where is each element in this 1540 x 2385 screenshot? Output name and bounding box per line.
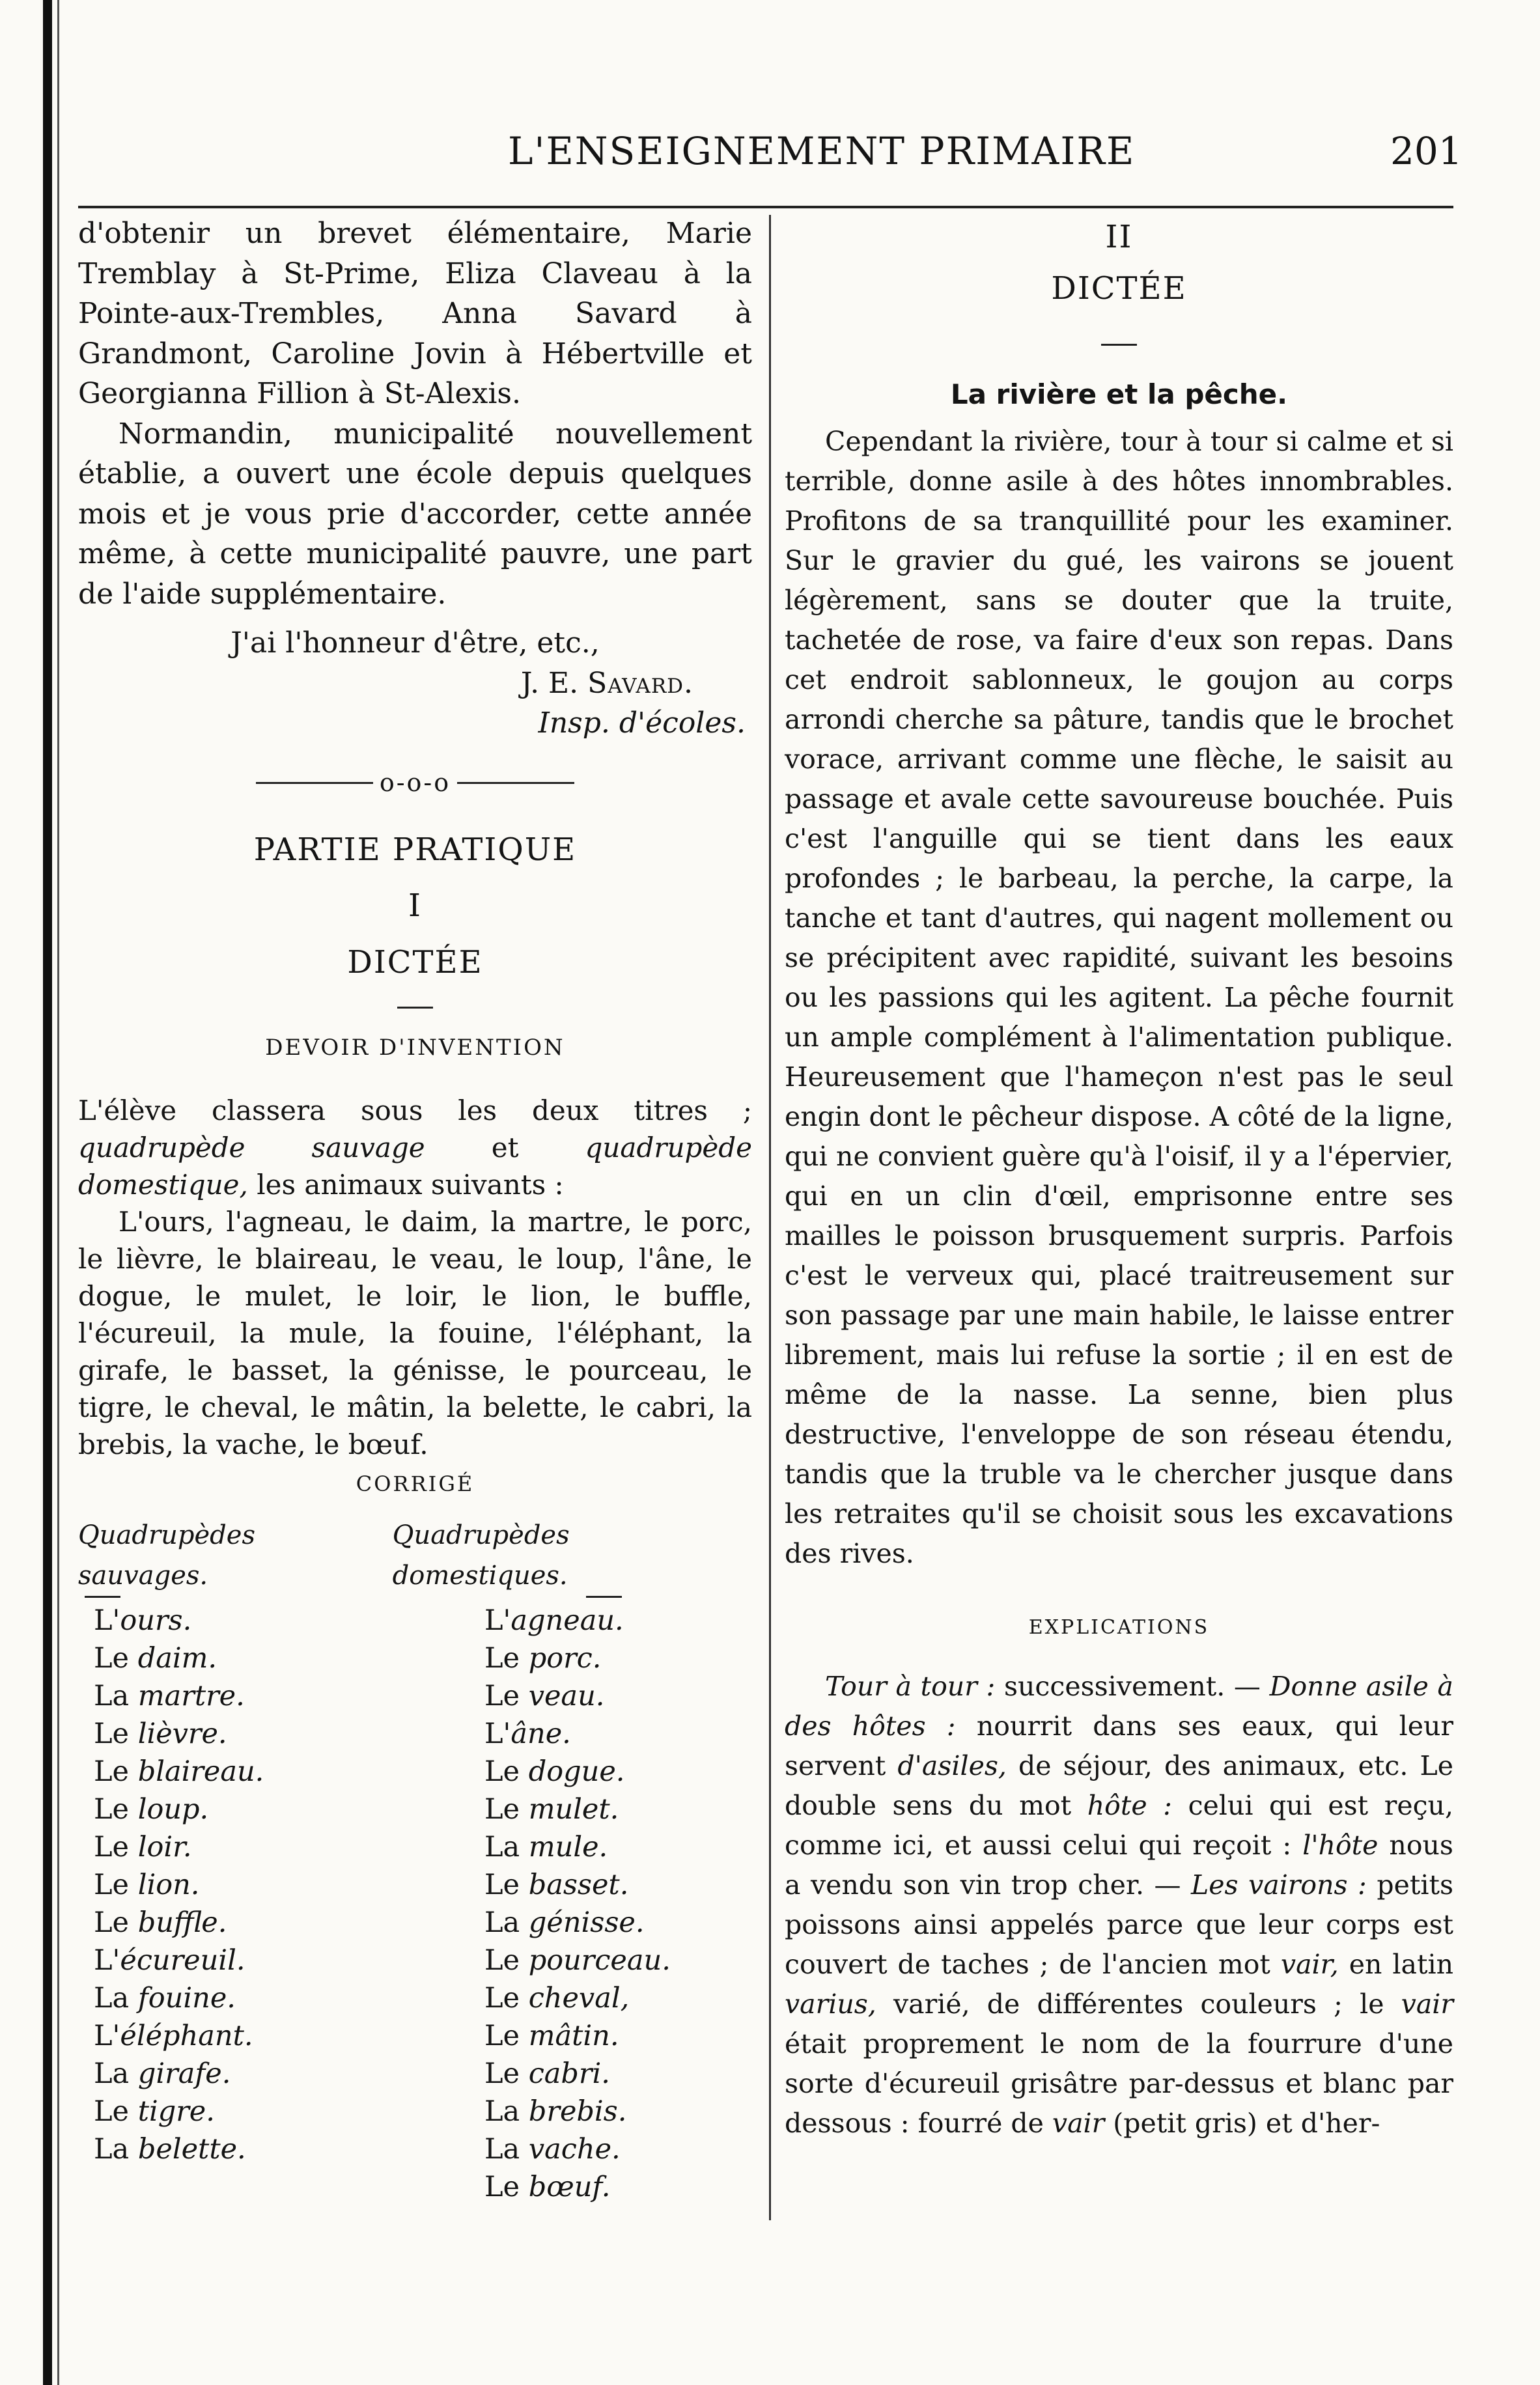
list-item: Le mâtin. — [484, 2020, 619, 2052]
section-number: I — [408, 887, 422, 924]
signature-initials: J. E. — [520, 666, 579, 700]
list-item: Le cheval, — [484, 1982, 630, 2015]
dictee-title: DICTÉE — [347, 944, 483, 981]
corrige-dashes — [78, 1596, 752, 1598]
list-item: La brebis. — [484, 2095, 627, 2128]
ornament-mark: o-o-o — [379, 768, 451, 797]
letter-closing: J'ai l'honneur d'être, etc., — [231, 626, 600, 660]
running-head: L'ENSEIGNEMENT PRIMAIRE — [508, 129, 1136, 173]
devoir-title: DEVOIR D'INVENTION — [265, 1035, 565, 1061]
dictee-subtitle: La rivière et la pêche. — [950, 378, 1288, 410]
exercise-intro: L'élève classera sous les deux titres ; quadrupède sauvage et quadrupède domestique, les animaux suivants : — [78, 1094, 752, 1201]
letter-end-paragraph: d'obtenir un brevet élémentaire, Marie Tremblay à St-Prime, Eliza Claveau à la Pointe-aux-Trembles, Anna Savard à Grandmont, Caroline Jovin à Hébertville et Georgianna Fillion à St-Alexis. — [78, 217, 752, 410]
list-item: Le mulet. — [484, 1793, 619, 1826]
page-number: 201 — [1390, 129, 1463, 173]
left-column — [78, 214, 752, 2206]
scan-binding-shadow — [57, 0, 59, 2385]
list-item: La fouine. — [94, 1982, 236, 2015]
column-divider — [769, 215, 771, 2220]
list-item: Le loir. — [94, 1831, 192, 1863]
list-item: Le lièvre. — [94, 1718, 227, 1750]
section-title: PARTIE PRATIQUE — [253, 831, 577, 868]
list-item: La mule. — [484, 1831, 608, 1863]
corrige-lists — [78, 1602, 752, 2206]
right-column — [785, 214, 1453, 2143]
list-item: L'éléphant. — [94, 2020, 253, 2052]
header-domestiques: Quadrupèdes domestiques. — [392, 1520, 570, 1591]
list-item: L'écureuil. — [94, 1944, 245, 1977]
header-rule — [78, 206, 1453, 208]
scan-binding-edge — [43, 0, 52, 2385]
corrige-title: CORRIGÉ — [356, 1471, 475, 1496]
list-item: Le porc. — [484, 1642, 602, 1675]
signature-title: Insp. d'écoles. — [538, 706, 746, 740]
list-item: Le cabri. — [484, 2057, 610, 2090]
header-sauvages: Quadrupèdes sauvages. — [78, 1520, 255, 1591]
list-item: La vache. — [484, 2133, 621, 2166]
explications-title: EXPLICATIONS — [1028, 1616, 1210, 1639]
list-item: L'âne. — [484, 1718, 571, 1750]
dictee-title-ii: DICTÉE — [1051, 270, 1187, 307]
title-dash-ii — [785, 323, 1453, 363]
dictee-text: Cependant la rivière, tour à tour si calme et si terrible, donne asile à des hôtes innombrables. Profitons de sa tranquillité pour les examiner. Sur le gravier du gué, les vairons se jouent légèrement, sans se douter que la truite, tachetée de rose, va faire d'eux son repas. Dans cet endroit sablonneux, le goujon au corps arrondi cherche sa pâture, tandis que le brochet vorace, arrivant comme une flèche, le saisit au passage et avale cette savoureuse bouchée. Puis c'est l'anguille qui se tient dans les eaux profondes ; le barbeau, la perche, la carpe, la tanche et tant d'autres, qui nagent mollement ou se précipitent avec rapidité, suivant les besoins ou les passions qui les agitent. La pêche fournit un ample complément à l'alimentation publique. Heureusement que l'hameçon n'est pas le seul engin dont le pêcheur dispose. A côté de la ligne, qui ne convient guère qu'à l'oisif, il y a l'épervier, qui en un clin d'œil, emprisonne entre ses mailles le poisson brusquement surpris. Parfois c'est le verveux qui, placé traitreusement sur son passage par une main habile, le laisse entrer librement, mais lui refuse la sortie ; il en est de même de la nasse. La senne, bien plus destructive, l'enveloppe de son réseau étendu, tandis que la truble va le chercher jusque dans les retraites qu'il se choisit sous les excavations des rives. — [785, 426, 1453, 1569]
list-item: Le basset. — [484, 1869, 629, 1901]
list-item: L'agneau. — [484, 1604, 624, 1637]
letter-paragraph: Normandin, municipalité nouvellement établie, a ouvert une école depuis quelques mois et je vous prie d'accorder, cette année même, à cette municipalité pauvre, une part de l'aide supplémentaire. — [78, 417, 752, 611]
list-item: Le loup. — [94, 1793, 209, 1826]
list-sauvages — [78, 1602, 484, 2206]
section-number-ii: II — [1105, 219, 1133, 255]
list-item: La girafe. — [94, 2057, 231, 2090]
corrige-column-headers — [78, 1516, 752, 1596]
title-dash — [78, 986, 752, 1026]
list-item: Le veau. — [484, 1680, 605, 1712]
list-item: Le daim. — [94, 1642, 217, 1675]
explications-text: Tour à tour : successivement. — Donne asile à des hôtes : nourrit dans ses eaux, qui leur servent d'asiles, de séjour, des animaux, etc. Le double sens du mot hôte : celui qui est reçu, comme ici, et aussi celui qui reçoit : l'hôte nous a vendu son vin trop cher. — Les vairons : petits poissons ainsi appelés parce que leur corps est couvert de taches ; de l'ancien mot vair, en latin varius, varié, de différentes couleurs ; le vair était proprement le nom de la fourrure d'une sorte d'écureuil grisâtre par-dessus et blanc par dessous : fourré de vair (petit gris) et d'her- — [785, 1671, 1453, 2139]
list-domestiques — [484, 1602, 671, 2206]
list-item: Le tigre. — [94, 2095, 215, 2128]
list-item: Le lion. — [94, 1869, 200, 1901]
signature — [78, 663, 752, 704]
list-item: La génisse. — [484, 1906, 645, 1939]
list-item: La martre. — [94, 1680, 245, 1712]
list-item: Le dogue. — [484, 1755, 625, 1788]
list-item: L'ours. — [94, 1604, 192, 1637]
signature-name: Savard. — [587, 666, 693, 700]
list-item: Le blaireau. — [94, 1755, 264, 1788]
list-item: Le buffle. — [94, 1906, 227, 1939]
animals-list: L'ours, l'agneau, le daim, la martre, le porc, le lièvre, le blaireau, le veau, le loup, l'âne, le dogue, le mulet, le loir, le lion, le buffle, l'écureuil, la mule, la fouine, l'éléphant, la girafe, le basset, la génisse, le pourceau, le tigre, le cheval, le mâtin, la belette, le cabri, la brebis, la vache, le bœuf. — [78, 1205, 752, 1460]
ornament-divider — [78, 763, 752, 803]
list-item: Le bœuf. — [484, 2171, 611, 2203]
list-item: La belette. — [94, 2133, 246, 2166]
list-item: Le pourceau. — [484, 1944, 671, 1977]
